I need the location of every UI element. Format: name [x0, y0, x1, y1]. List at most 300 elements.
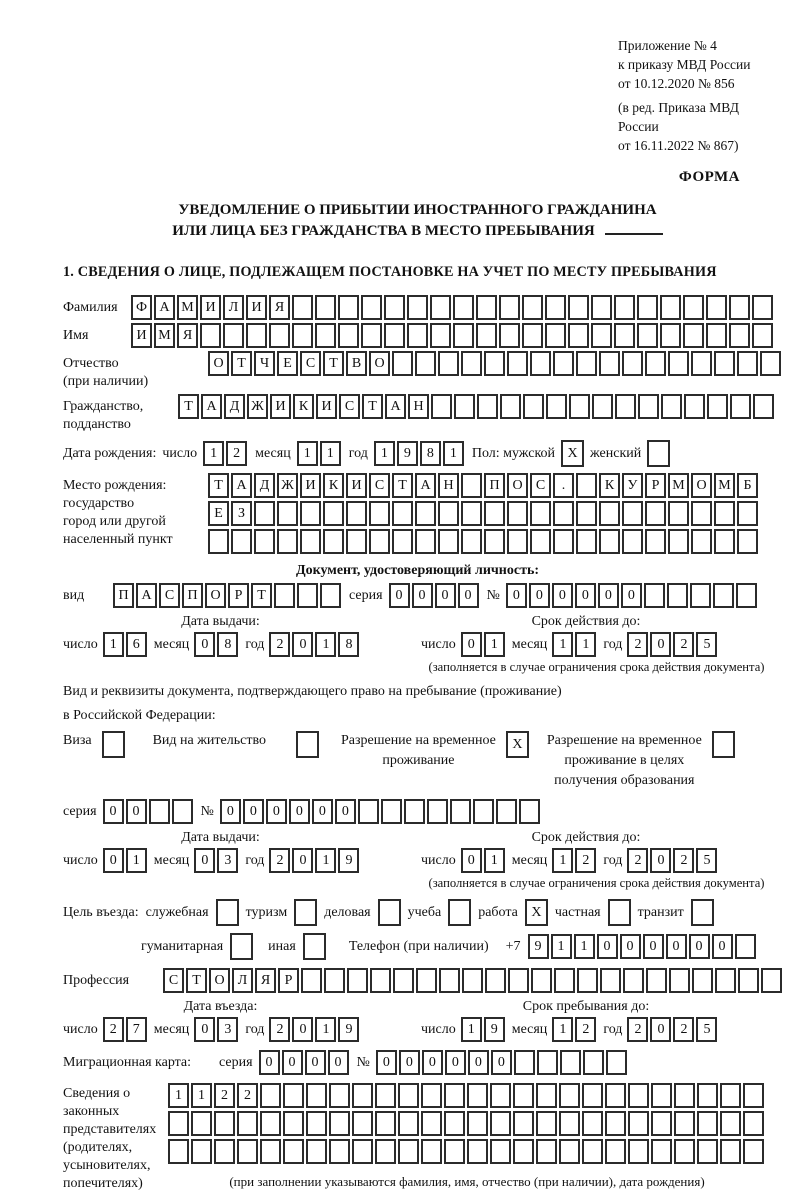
res-issue-year-cells[interactable]	[269, 848, 361, 873]
purpose-chastnaya-checkbox[interactable]	[608, 899, 631, 926]
char-box[interactable]: 5	[696, 632, 717, 657]
char-box[interactable]	[427, 799, 448, 824]
char-box[interactable]	[660, 295, 681, 320]
char-box[interactable]	[300, 501, 321, 526]
char-box[interactable]: О	[209, 968, 230, 993]
char-box[interactable]	[415, 501, 436, 526]
char-box[interactable]	[684, 394, 705, 419]
char-box[interactable]: 2	[627, 848, 648, 873]
char-box[interactable]: С	[339, 394, 360, 419]
char-box[interactable]	[283, 1139, 304, 1164]
char-box[interactable]	[752, 295, 773, 320]
residence-permit-checkbox[interactable]	[296, 731, 319, 758]
char-box[interactable]	[628, 1083, 649, 1108]
doc-valid-month-cells[interactable]	[552, 632, 598, 657]
char-box[interactable]	[729, 323, 750, 348]
char-box[interactable]	[622, 501, 643, 526]
char-box[interactable]: 0	[666, 934, 687, 959]
char-box[interactable]: 1	[461, 1017, 482, 1042]
char-box[interactable]	[283, 1111, 304, 1136]
char-box[interactable]	[707, 394, 728, 419]
char-box[interactable]: У	[622, 473, 643, 498]
char-box[interactable]	[623, 968, 644, 993]
entry-month-cells[interactable]	[194, 1017, 240, 1042]
birthplace-cells-3[interactable]	[208, 529, 760, 554]
char-box[interactable]: 0	[491, 1050, 512, 1075]
char-box[interactable]	[496, 799, 517, 824]
char-box[interactable]: 0	[292, 1017, 313, 1042]
char-box[interactable]: 0	[712, 934, 733, 959]
char-box[interactable]: 1	[320, 441, 341, 466]
char-box[interactable]	[690, 583, 711, 608]
char-box[interactable]	[683, 323, 704, 348]
char-box[interactable]	[522, 295, 543, 320]
representatives-cells-1[interactable]	[168, 1083, 766, 1108]
char-box[interactable]: Т	[323, 351, 344, 376]
char-box[interactable]: 1	[297, 441, 318, 466]
char-box[interactable]	[484, 351, 505, 376]
char-box[interactable]: 0	[243, 799, 264, 824]
char-box[interactable]	[743, 1111, 764, 1136]
char-box[interactable]	[519, 799, 540, 824]
purpose-rabota-checkbox[interactable]: X	[525, 899, 548, 926]
male-checkbox[interactable]: X	[561, 440, 584, 467]
char-box[interactable]	[720, 1139, 741, 1164]
char-box[interactable]	[714, 529, 735, 554]
char-box[interactable]: 0	[103, 799, 124, 824]
char-box[interactable]: 1	[574, 934, 595, 959]
char-box[interactable]	[530, 351, 551, 376]
char-box[interactable]	[697, 1111, 718, 1136]
char-box[interactable]: 0	[552, 583, 573, 608]
mig-number-cells[interactable]	[376, 1050, 629, 1075]
char-box[interactable]	[438, 351, 459, 376]
char-box[interactable]	[168, 1139, 189, 1164]
char-box[interactable]: 1	[551, 934, 572, 959]
purpose-turizm-checkbox[interactable]	[294, 899, 317, 926]
char-box[interactable]: С	[300, 351, 321, 376]
char-box[interactable]: 0	[650, 848, 671, 873]
patronymic-cells[interactable]	[208, 351, 783, 376]
res-issue-day-cells[interactable]	[103, 848, 149, 873]
char-box[interactable]	[329, 1139, 350, 1164]
char-box[interactable]: 0	[643, 934, 664, 959]
char-box[interactable]: 2	[269, 1017, 290, 1042]
char-box[interactable]	[306, 1111, 327, 1136]
char-box[interactable]	[462, 968, 483, 993]
female-checkbox[interactable]	[647, 440, 670, 467]
char-box[interactable]: 3	[217, 1017, 238, 1042]
char-box[interactable]	[667, 583, 688, 608]
char-box[interactable]: А	[136, 583, 157, 608]
char-box[interactable]: 0	[598, 583, 619, 608]
char-box[interactable]	[438, 501, 459, 526]
char-box[interactable]	[559, 1111, 580, 1136]
char-box[interactable]	[323, 529, 344, 554]
stay-month-cells[interactable]	[552, 1017, 598, 1042]
char-box[interactable]: 2	[214, 1083, 235, 1108]
char-box[interactable]: П	[484, 473, 505, 498]
char-box[interactable]	[323, 501, 344, 526]
char-box[interactable]	[439, 968, 460, 993]
char-box[interactable]: 1	[374, 441, 395, 466]
char-box[interactable]	[761, 968, 782, 993]
char-box[interactable]	[375, 1111, 396, 1136]
char-box[interactable]	[559, 1083, 580, 1108]
char-box[interactable]	[301, 968, 322, 993]
char-box[interactable]: 1	[552, 848, 573, 873]
char-box[interactable]	[668, 351, 689, 376]
char-box[interactable]	[536, 1111, 557, 1136]
char-box[interactable]	[361, 295, 382, 320]
citizenship-cells[interactable]	[178, 394, 776, 419]
char-box[interactable]: 0	[328, 1050, 349, 1075]
char-box[interactable]	[473, 799, 494, 824]
char-box[interactable]	[582, 1111, 603, 1136]
char-box[interactable]	[591, 295, 612, 320]
char-box[interactable]: 0	[194, 848, 215, 873]
char-box[interactable]: 3	[217, 848, 238, 873]
char-box[interactable]	[329, 1111, 350, 1136]
char-box[interactable]	[315, 323, 336, 348]
char-box[interactable]	[490, 1139, 511, 1164]
char-box[interactable]	[522, 323, 543, 348]
char-box[interactable]: 2	[627, 1017, 648, 1042]
char-box[interactable]	[645, 501, 666, 526]
purpose-sluzhebnaya-checkbox[interactable]	[216, 899, 239, 926]
char-box[interactable]	[361, 323, 382, 348]
char-box[interactable]	[714, 501, 735, 526]
char-box[interactable]: Н	[408, 394, 429, 419]
char-box[interactable]: Т	[186, 968, 207, 993]
char-box[interactable]	[644, 583, 665, 608]
char-box[interactable]: 0	[458, 583, 479, 608]
birth-month-cells[interactable]	[297, 441, 343, 466]
char-box[interactable]: 1	[552, 632, 573, 657]
char-box[interactable]: 0	[126, 799, 147, 824]
char-box[interactable]: А	[231, 473, 252, 498]
char-box[interactable]: И	[246, 295, 267, 320]
char-box[interactable]: С	[159, 583, 180, 608]
char-box[interactable]	[628, 1139, 649, 1164]
char-box[interactable]: 2	[673, 1017, 694, 1042]
char-box[interactable]	[338, 323, 359, 348]
stay-day-cells[interactable]	[461, 1017, 507, 1042]
char-box[interactable]	[569, 394, 590, 419]
char-box[interactable]	[283, 1083, 304, 1108]
char-box[interactable]	[461, 351, 482, 376]
doc-valid-year-cells[interactable]	[627, 632, 719, 657]
char-box[interactable]: 0	[445, 1050, 466, 1075]
char-box[interactable]: И	[200, 295, 221, 320]
char-box[interactable]	[691, 501, 712, 526]
char-box[interactable]: Я	[269, 295, 290, 320]
char-box[interactable]	[277, 529, 298, 554]
char-box[interactable]	[292, 295, 313, 320]
char-box[interactable]	[606, 1050, 627, 1075]
char-box[interactable]	[467, 1111, 488, 1136]
stay-year-cells[interactable]	[627, 1017, 719, 1042]
char-box[interactable]: Ж	[247, 394, 268, 419]
char-box[interactable]	[490, 1083, 511, 1108]
char-box[interactable]	[614, 295, 635, 320]
char-box[interactable]	[346, 501, 367, 526]
char-box[interactable]	[582, 1083, 603, 1108]
char-box[interactable]: 2	[627, 632, 648, 657]
char-box[interactable]	[674, 1111, 695, 1136]
char-box[interactable]	[407, 295, 428, 320]
char-box[interactable]: 2	[673, 848, 694, 873]
char-box[interactable]: 0	[506, 583, 527, 608]
char-box[interactable]	[315, 295, 336, 320]
char-box[interactable]	[661, 394, 682, 419]
res-number-cells[interactable]	[220, 799, 542, 824]
char-box[interactable]	[591, 323, 612, 348]
char-box[interactable]	[568, 323, 589, 348]
char-box[interactable]	[651, 1139, 672, 1164]
char-box[interactable]: 0	[689, 934, 710, 959]
char-box[interactable]	[752, 323, 773, 348]
char-box[interactable]: 1	[443, 441, 464, 466]
char-box[interactable]: 1	[552, 1017, 573, 1042]
char-box[interactable]	[713, 583, 734, 608]
char-box[interactable]	[730, 394, 751, 419]
char-box[interactable]	[168, 1111, 189, 1136]
res-issue-month-cells[interactable]	[194, 848, 240, 873]
char-box[interactable]: 0	[220, 799, 241, 824]
mig-seriya-cells[interactable]	[259, 1050, 351, 1075]
char-box[interactable]	[715, 968, 736, 993]
char-box[interactable]	[599, 501, 620, 526]
char-box[interactable]: 0	[194, 632, 215, 657]
doc-issue-month-cells[interactable]	[194, 632, 240, 657]
temp-permit-checkbox[interactable]: X	[506, 731, 529, 758]
char-box[interactable]	[614, 323, 635, 348]
purpose-gumanitarnaya-checkbox[interactable]	[230, 933, 253, 960]
char-box[interactable]: 0	[621, 583, 642, 608]
char-box[interactable]	[347, 968, 368, 993]
char-box[interactable]: Р	[228, 583, 249, 608]
char-box[interactable]	[477, 394, 498, 419]
char-box[interactable]: 1	[315, 848, 336, 873]
char-box[interactable]: О	[691, 473, 712, 498]
char-box[interactable]	[513, 1083, 534, 1108]
char-box[interactable]	[605, 1111, 626, 1136]
char-box[interactable]	[352, 1083, 373, 1108]
char-box[interactable]: В	[346, 351, 367, 376]
char-box[interactable]: Б	[737, 473, 758, 498]
char-box[interactable]	[697, 1083, 718, 1108]
char-box[interactable]: К	[293, 394, 314, 419]
char-box[interactable]: А	[154, 295, 175, 320]
char-box[interactable]	[260, 1111, 281, 1136]
char-box[interactable]: З	[231, 501, 252, 526]
char-box[interactable]	[214, 1139, 235, 1164]
char-box[interactable]: 8	[217, 632, 238, 657]
char-box[interactable]: Е	[277, 351, 298, 376]
char-box[interactable]: 9	[528, 934, 549, 959]
char-box[interactable]	[736, 583, 757, 608]
char-box[interactable]	[461, 473, 482, 498]
char-box[interactable]	[393, 968, 414, 993]
res-valid-year-cells[interactable]	[627, 848, 719, 873]
char-box[interactable]	[172, 799, 193, 824]
birthplace-cells-2[interactable]	[208, 501, 760, 526]
char-box[interactable]	[191, 1139, 212, 1164]
entry-year-cells[interactable]	[269, 1017, 361, 1042]
char-box[interactable]: 0	[650, 1017, 671, 1042]
char-box[interactable]	[651, 1083, 672, 1108]
char-box[interactable]: 0	[305, 1050, 326, 1075]
char-box[interactable]	[484, 501, 505, 526]
char-box[interactable]: Я	[177, 323, 198, 348]
char-box[interactable]: Т	[208, 473, 229, 498]
firstname-cells[interactable]	[131, 323, 775, 348]
char-box[interactable]	[297, 583, 318, 608]
char-box[interactable]	[444, 1139, 465, 1164]
char-box[interactable]	[553, 351, 574, 376]
char-box[interactable]: Д	[254, 473, 275, 498]
char-box[interactable]	[500, 394, 521, 419]
char-box[interactable]: И	[300, 473, 321, 498]
char-box[interactable]	[300, 529, 321, 554]
char-box[interactable]	[461, 501, 482, 526]
char-box[interactable]	[638, 394, 659, 419]
purpose-delovaya-checkbox[interactable]	[378, 899, 401, 926]
char-box[interactable]	[484, 529, 505, 554]
char-box[interactable]	[415, 529, 436, 554]
char-box[interactable]: П	[113, 583, 134, 608]
char-box[interactable]	[637, 295, 658, 320]
char-box[interactable]	[737, 351, 758, 376]
char-box[interactable]: 1	[126, 848, 147, 873]
purpose-inaya-checkbox[interactable]	[303, 933, 326, 960]
char-box[interactable]	[531, 968, 552, 993]
char-box[interactable]: 0	[529, 583, 550, 608]
char-box[interactable]	[507, 501, 528, 526]
char-box[interactable]	[674, 1139, 695, 1164]
char-box[interactable]: М	[714, 473, 735, 498]
char-box[interactable]	[599, 351, 620, 376]
char-box[interactable]	[622, 529, 643, 554]
birth-year-cells[interactable]	[374, 441, 466, 466]
char-box[interactable]	[338, 295, 359, 320]
char-box[interactable]	[467, 1083, 488, 1108]
birthplace-cells-1[interactable]	[208, 473, 760, 498]
char-box[interactable]: А	[415, 473, 436, 498]
visa-checkbox[interactable]	[102, 731, 125, 758]
char-box[interactable]	[729, 295, 750, 320]
char-box[interactable]	[415, 351, 436, 376]
char-box[interactable]: Л	[232, 968, 253, 993]
char-box[interactable]	[645, 351, 666, 376]
char-box[interactable]	[720, 1083, 741, 1108]
char-box[interactable]	[576, 529, 597, 554]
char-box[interactable]	[398, 1111, 419, 1136]
char-box[interactable]	[358, 799, 379, 824]
char-box[interactable]: 2	[673, 632, 694, 657]
char-box[interactable]	[223, 323, 244, 348]
char-box[interactable]	[430, 295, 451, 320]
char-box[interactable]	[645, 529, 666, 554]
char-box[interactable]: 0	[376, 1050, 397, 1075]
char-box[interactable]: 6	[126, 632, 147, 657]
char-box[interactable]	[485, 968, 506, 993]
char-box[interactable]: А	[201, 394, 222, 419]
char-box[interactable]	[499, 295, 520, 320]
char-box[interactable]	[398, 1139, 419, 1164]
char-box[interactable]	[753, 394, 774, 419]
char-box[interactable]: 0	[399, 1050, 420, 1075]
char-box[interactable]	[628, 1111, 649, 1136]
char-box[interactable]	[467, 1139, 488, 1164]
char-box[interactable]	[513, 1111, 534, 1136]
char-box[interactable]: О	[507, 473, 528, 498]
char-box[interactable]: М	[668, 473, 689, 498]
char-box[interactable]: Т	[251, 583, 272, 608]
doc-issue-year-cells[interactable]	[269, 632, 361, 657]
char-box[interactable]	[306, 1139, 327, 1164]
char-box[interactable]	[421, 1139, 442, 1164]
representatives-cells-2[interactable]	[168, 1111, 766, 1136]
char-box[interactable]	[714, 351, 735, 376]
char-box[interactable]: Ж	[277, 473, 298, 498]
char-box[interactable]: 0	[389, 583, 410, 608]
char-box[interactable]	[200, 323, 221, 348]
char-box[interactable]: 0	[292, 848, 313, 873]
char-box[interactable]	[697, 1139, 718, 1164]
char-box[interactable]	[546, 394, 567, 419]
char-box[interactable]	[553, 529, 574, 554]
char-box[interactable]: 9	[397, 441, 418, 466]
char-box[interactable]	[260, 1139, 281, 1164]
char-box[interactable]: 0	[282, 1050, 303, 1075]
char-box[interactable]	[646, 968, 667, 993]
char-box[interactable]	[416, 968, 437, 993]
char-box[interactable]	[461, 529, 482, 554]
char-box[interactable]: .	[553, 473, 574, 498]
char-box[interactable]: Т	[178, 394, 199, 419]
char-box[interactable]	[476, 295, 497, 320]
char-box[interactable]: И	[131, 323, 152, 348]
char-box[interactable]	[605, 1139, 626, 1164]
char-box[interactable]	[599, 529, 620, 554]
char-box[interactable]	[513, 1139, 534, 1164]
char-box[interactable]: 0	[312, 799, 333, 824]
char-box[interactable]: 2	[237, 1083, 258, 1108]
char-box[interactable]	[545, 323, 566, 348]
char-box[interactable]	[431, 394, 452, 419]
char-box[interactable]	[537, 1050, 558, 1075]
char-box[interactable]	[260, 1083, 281, 1108]
char-box[interactable]	[536, 1139, 557, 1164]
char-box[interactable]	[269, 323, 290, 348]
char-box[interactable]: 8	[420, 441, 441, 466]
res-valid-month-cells[interactable]	[552, 848, 598, 873]
char-box[interactable]: 9	[338, 848, 359, 873]
char-box[interactable]: Р	[278, 968, 299, 993]
char-box[interactable]: 1	[315, 1017, 336, 1042]
purpose-ucheba-checkbox[interactable]	[448, 899, 471, 926]
char-box[interactable]: 0	[335, 799, 356, 824]
char-box[interactable]	[392, 501, 413, 526]
char-box[interactable]	[720, 1111, 741, 1136]
char-box[interactable]: К	[323, 473, 344, 498]
char-box[interactable]: 5	[696, 1017, 717, 1042]
char-box[interactable]: 1	[575, 632, 596, 657]
char-box[interactable]	[208, 529, 229, 554]
char-box[interactable]	[692, 968, 713, 993]
